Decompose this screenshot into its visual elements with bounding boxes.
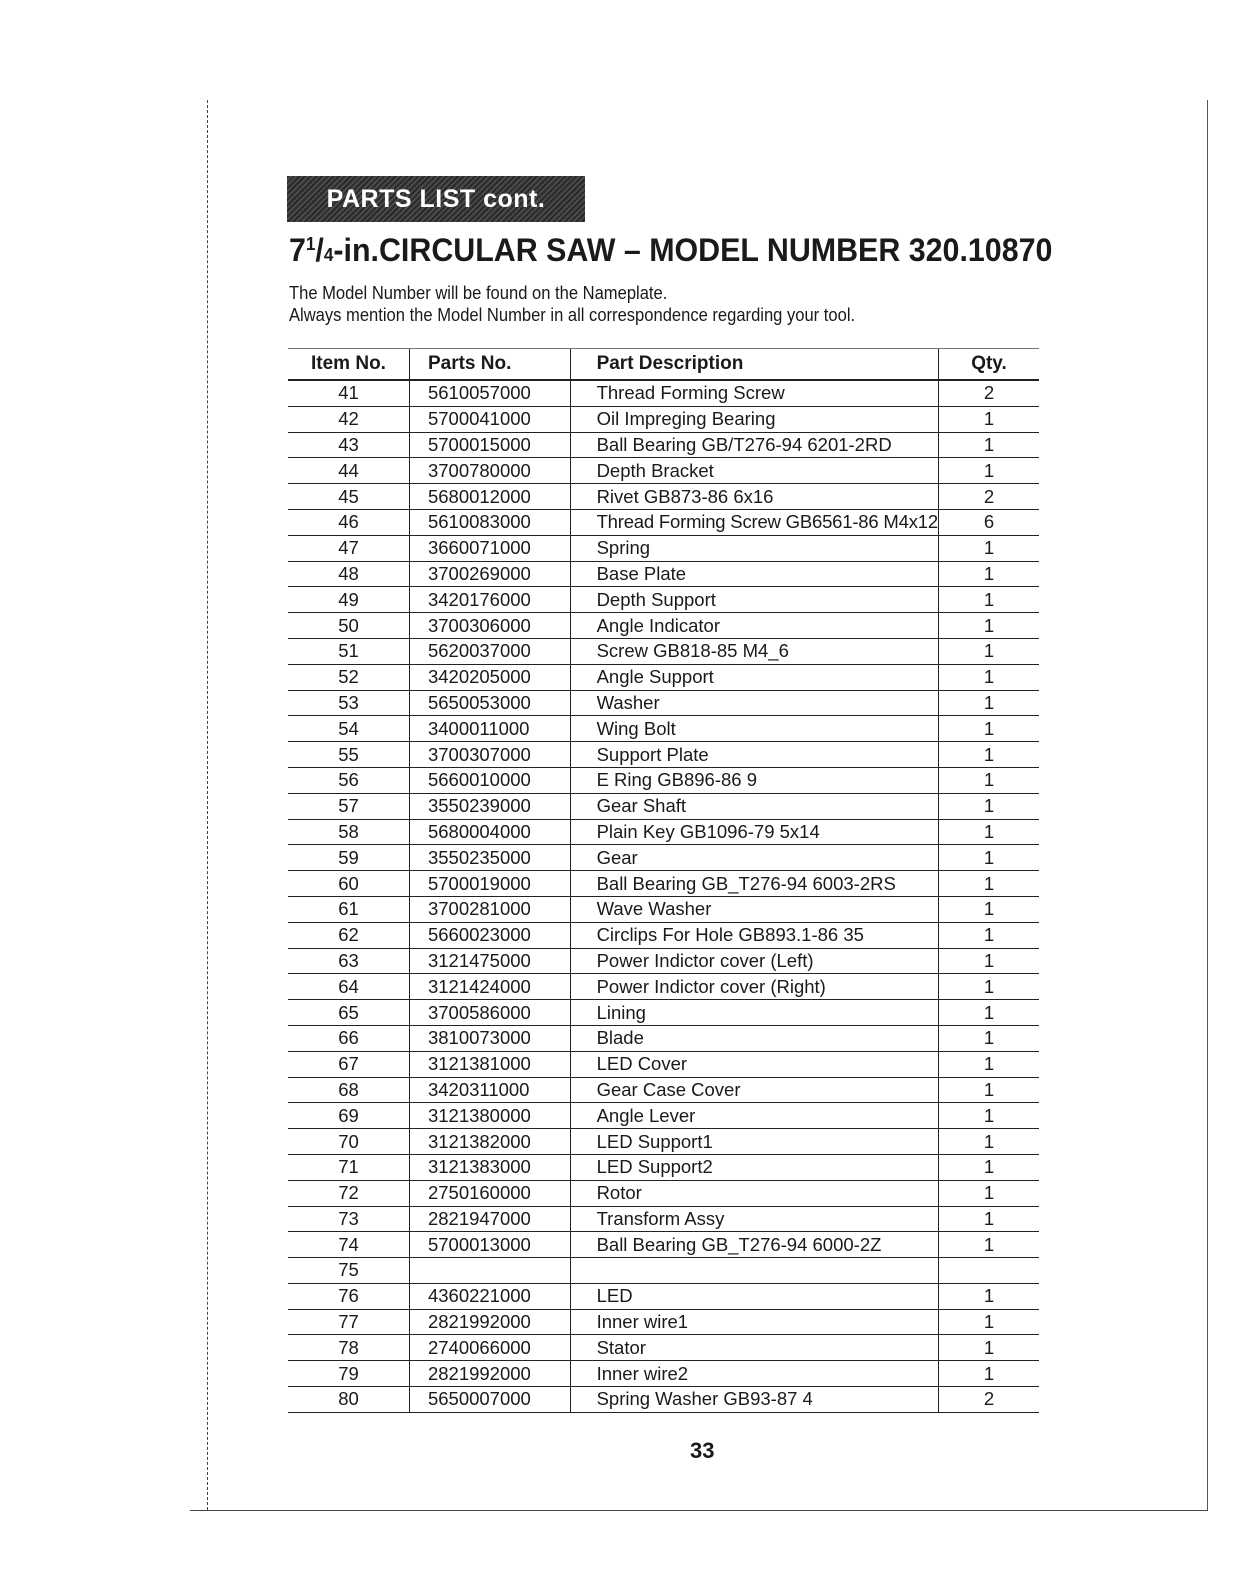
parts-no-cell: 3660071000 <box>409 535 570 561</box>
table-row <box>288 871 1039 897</box>
item-no-cell: 61 <box>288 896 409 922</box>
table-row <box>288 458 1039 484</box>
qty-cell: 1 <box>938 1154 1039 1180</box>
qty-cell: 1 <box>938 1077 1039 1103</box>
parts-no-cell: 2821992000 <box>409 1361 570 1387</box>
parts-no-cell: 3420311000 <box>409 1077 570 1103</box>
qty-cell: 1 <box>938 1129 1039 1155</box>
qty-cell: 6 <box>938 509 1039 535</box>
qty-cell: 1 <box>938 1232 1039 1258</box>
col-header-parts-no: Parts No. <box>409 349 570 381</box>
table-row <box>288 380 1039 406</box>
title-fraction-slash: / <box>315 232 324 268</box>
item-no-cell: 42 <box>288 406 409 432</box>
table-row <box>288 613 1039 639</box>
table-row <box>288 1232 1039 1258</box>
parts-no-cell: 2740066000 <box>409 1335 570 1361</box>
table-row <box>288 1025 1039 1051</box>
parts-no-cell: 3700269000 <box>409 561 570 587</box>
col-header-part-description: Part Description <box>570 349 938 381</box>
item-no-cell: 51 <box>288 638 409 664</box>
qty-cell: 1 <box>938 716 1039 742</box>
part-description-cell: LED <box>570 1283 938 1309</box>
table-row <box>288 1283 1039 1309</box>
qty-cell: 1 <box>938 1025 1039 1051</box>
qty-cell: 2 <box>938 484 1039 510</box>
part-description-cell: Rotor <box>570 1180 938 1206</box>
table-row <box>288 716 1039 742</box>
parts-no-cell: 3700780000 <box>409 458 570 484</box>
parts-no-cell: 5660023000 <box>409 922 570 948</box>
part-description-cell: Depth Bracket <box>570 458 938 484</box>
item-no-cell: 59 <box>288 845 409 871</box>
part-description-cell: Inner wire1 <box>570 1309 938 1335</box>
parts-no-cell: 3121424000 <box>409 974 570 1000</box>
table-row <box>288 561 1039 587</box>
table-row <box>288 1103 1039 1129</box>
part-description-cell: Gear <box>570 845 938 871</box>
parts-no-cell: 3420176000 <box>409 587 570 613</box>
parts-no-cell: 5680004000 <box>409 819 570 845</box>
item-no-cell: 64 <box>288 974 409 1000</box>
qty-cell: 1 <box>938 535 1039 561</box>
qty-cell: 2 <box>938 1387 1039 1413</box>
part-description-cell: Ball Bearing GB_T276-94 6003-2RS <box>570 871 938 897</box>
table-row <box>288 845 1039 871</box>
parts-no-cell: 5700013000 <box>409 1232 570 1258</box>
part-description-cell: Spring <box>570 535 938 561</box>
table-row <box>288 587 1039 613</box>
parts-no-cell: 5620037000 <box>409 638 570 664</box>
part-description-cell: Depth Support <box>570 587 938 613</box>
table-row <box>288 1051 1039 1077</box>
parts-no-cell: 3550239000 <box>409 793 570 819</box>
page-title <box>289 232 1144 269</box>
table-row <box>288 1154 1039 1180</box>
part-description-cell: Base Plate <box>570 561 938 587</box>
item-no-cell: 50 <box>288 613 409 639</box>
qty-cell: 1 <box>938 664 1039 690</box>
table-row <box>288 767 1039 793</box>
table-row <box>288 1000 1039 1026</box>
parts-no-cell: 2750160000 <box>409 1180 570 1206</box>
intro-notes <box>289 282 855 326</box>
qty-cell: 1 <box>938 845 1039 871</box>
item-no-cell: 77 <box>288 1309 409 1335</box>
part-description-cell: Washer <box>570 690 938 716</box>
qty-cell: 1 <box>938 948 1039 974</box>
part-description-cell: Angle Indicator <box>570 613 938 639</box>
part-description-cell: Gear Shaft <box>570 793 938 819</box>
part-description-cell: Stator <box>570 1335 938 1361</box>
item-no-cell: 48 <box>288 561 409 587</box>
item-no-cell: 52 <box>288 664 409 690</box>
qty-cell <box>938 1258 1039 1284</box>
qty-cell: 1 <box>938 638 1039 664</box>
right-margin-rule <box>1207 100 1208 1510</box>
table-row <box>288 432 1039 458</box>
title-whole-number: 7 <box>289 232 306 268</box>
section-badge: PARTS LIST cont. <box>287 176 585 222</box>
item-no-cell: 55 <box>288 742 409 768</box>
left-margin-rule <box>207 100 208 1510</box>
part-description-cell: LED Cover <box>570 1051 938 1077</box>
col-header-item-no: Item No. <box>288 349 409 381</box>
qty-cell: 1 <box>938 767 1039 793</box>
part-description-cell: Blade <box>570 1025 938 1051</box>
parts-no-cell: 3700307000 <box>409 742 570 768</box>
part-description-cell: Plain Key GB1096-79 5x14 <box>570 819 938 845</box>
table-row <box>288 819 1039 845</box>
item-no-cell: 45 <box>288 484 409 510</box>
qty-cell: 1 <box>938 458 1039 484</box>
parts-no-cell: 3550235000 <box>409 845 570 871</box>
parts-no-cell: 5700041000 <box>409 406 570 432</box>
parts-no-cell: 3121381000 <box>409 1051 570 1077</box>
part-description-cell: Screw GB818-85 M4_6 <box>570 638 938 664</box>
table-row <box>288 535 1039 561</box>
page-number: 33 <box>690 1438 715 1463</box>
parts-no-cell: 3121383000 <box>409 1154 570 1180</box>
parts-table <box>288 348 1039 1413</box>
table-row <box>288 948 1039 974</box>
item-no-cell: 53 <box>288 690 409 716</box>
part-description-cell: Rivet GB873-86 6x16 <box>570 484 938 510</box>
item-no-cell: 76 <box>288 1283 409 1309</box>
table-row <box>288 1335 1039 1361</box>
parts-no-cell: 3810073000 <box>409 1025 570 1051</box>
parts-no-cell: 3121475000 <box>409 948 570 974</box>
table-row <box>288 1129 1039 1155</box>
item-no-cell: 58 <box>288 819 409 845</box>
part-description-cell: Lining <box>570 1000 938 1026</box>
qty-cell: 1 <box>938 1206 1039 1232</box>
parts-no-cell: 3121380000 <box>409 1103 570 1129</box>
table-row <box>288 1309 1039 1335</box>
qty-cell: 1 <box>938 587 1039 613</box>
title-text: -in.CIRCULAR SAW – MODEL NUMBER 320.10870 <box>333 232 1053 268</box>
col-header-qty: Qty. <box>938 349 1039 381</box>
table-row <box>288 922 1039 948</box>
table-row <box>288 974 1039 1000</box>
part-description-cell: E Ring GB896-86 9 <box>570 767 938 793</box>
qty-cell: 1 <box>938 793 1039 819</box>
table-row <box>288 1258 1039 1284</box>
qty-cell: 2 <box>938 380 1039 406</box>
qty-cell: 1 <box>938 1361 1039 1387</box>
parts-no-cell: 3400011000 <box>409 716 570 742</box>
parts-no-cell: 3700281000 <box>409 896 570 922</box>
qty-cell: 1 <box>938 974 1039 1000</box>
item-no-cell: 57 <box>288 793 409 819</box>
parts-no-cell: 5680012000 <box>409 484 570 510</box>
part-description-cell: Ball Bearing GB/T276-94 6201-2RD <box>570 432 938 458</box>
parts-table-body <box>288 380 1039 1412</box>
qty-cell: 1 <box>938 896 1039 922</box>
parts-no-cell: 3121382000 <box>409 1129 570 1155</box>
item-no-cell: 73 <box>288 1206 409 1232</box>
title-fraction-denominator: 4 <box>323 245 334 265</box>
part-description-cell: Wing Bolt <box>570 716 938 742</box>
qty-cell: 1 <box>938 819 1039 845</box>
parts-no-cell: 5610083000 <box>409 509 570 535</box>
item-no-cell: 69 <box>288 1103 409 1129</box>
item-no-cell: 67 <box>288 1051 409 1077</box>
parts-no-cell: 2821992000 <box>409 1309 570 1335</box>
parts-no-cell: 5610057000 <box>409 380 570 406</box>
qty-cell: 1 <box>938 690 1039 716</box>
table-row <box>288 742 1039 768</box>
part-description-cell: Thread Forming Screw GB6561-86 M4x12 <box>570 509 938 535</box>
part-description-cell: Support Plate <box>570 742 938 768</box>
item-no-cell: 71 <box>288 1154 409 1180</box>
qty-cell: 1 <box>938 1335 1039 1361</box>
parts-no-cell: 3420205000 <box>409 664 570 690</box>
qty-cell: 1 <box>938 1180 1039 1206</box>
table-row <box>288 484 1039 510</box>
parts-no-cell: 5650007000 <box>409 1387 570 1413</box>
qty-cell: 1 <box>938 613 1039 639</box>
part-description-cell: Thread Forming Screw <box>570 380 938 406</box>
table-row <box>288 1206 1039 1232</box>
item-no-cell: 56 <box>288 767 409 793</box>
item-no-cell: 54 <box>288 716 409 742</box>
qty-cell: 1 <box>938 1309 1039 1335</box>
table-row <box>288 896 1039 922</box>
item-no-cell: 66 <box>288 1025 409 1051</box>
qty-cell: 1 <box>938 432 1039 458</box>
parts-no-cell: 5700019000 <box>409 871 570 897</box>
parts-no-cell: 3700586000 <box>409 1000 570 1026</box>
item-no-cell: 80 <box>288 1387 409 1413</box>
qty-cell: 1 <box>938 1283 1039 1309</box>
part-description-cell: Circlips For Hole GB893.1-86 35 <box>570 922 938 948</box>
table-row <box>288 638 1039 664</box>
table-row <box>288 1361 1039 1387</box>
part-description-cell: LED Support2 <box>570 1154 938 1180</box>
table-row <box>288 1180 1039 1206</box>
table-row <box>288 690 1039 716</box>
qty-cell: 1 <box>938 406 1039 432</box>
part-description-cell: Ball Bearing GB_T276-94 6000-2Z <box>570 1232 938 1258</box>
title-fraction-numerator: 1 <box>305 234 316 254</box>
qty-cell: 1 <box>938 1000 1039 1026</box>
item-no-cell: 79 <box>288 1361 409 1387</box>
part-description-cell: Angle Support <box>570 664 938 690</box>
item-no-cell: 68 <box>288 1077 409 1103</box>
item-no-cell: 60 <box>288 871 409 897</box>
qty-cell: 1 <box>938 1103 1039 1129</box>
item-no-cell: 74 <box>288 1232 409 1258</box>
item-no-cell: 78 <box>288 1335 409 1361</box>
part-description-cell: Spring Washer GB93-87 4 <box>570 1387 938 1413</box>
part-description-cell: Inner wire2 <box>570 1361 938 1387</box>
part-description-cell: Angle Lever <box>570 1103 938 1129</box>
item-no-cell: 46 <box>288 509 409 535</box>
table-header-row <box>288 349 1039 381</box>
item-no-cell: 75 <box>288 1258 409 1284</box>
part-description-cell: Wave Washer <box>570 896 938 922</box>
nameplate-note: The Model Number will be found on the Nameplate. <box>289 283 668 303</box>
item-no-cell: 70 <box>288 1129 409 1155</box>
parts-no-cell: 3700306000 <box>409 613 570 639</box>
parts-no-cell: 5700015000 <box>409 432 570 458</box>
parts-no-cell <box>409 1258 570 1284</box>
item-no-cell: 49 <box>288 587 409 613</box>
table-row <box>288 793 1039 819</box>
table-row <box>288 664 1039 690</box>
part-description-cell: Gear Case Cover <box>570 1077 938 1103</box>
correspondence-note: Always mention the Model Number in all correspondence regarding your tool. <box>289 305 856 325</box>
table-row <box>288 1387 1039 1413</box>
item-no-cell: 65 <box>288 1000 409 1026</box>
table-row <box>288 509 1039 535</box>
qty-cell: 1 <box>938 922 1039 948</box>
qty-cell: 1 <box>938 561 1039 587</box>
item-no-cell: 47 <box>288 535 409 561</box>
qty-cell: 1 <box>938 871 1039 897</box>
part-description-cell: Power Indictor cover (Left) <box>570 948 938 974</box>
item-no-cell: 62 <box>288 922 409 948</box>
part-description-cell: Transform Assy <box>570 1206 938 1232</box>
table-row <box>288 1077 1039 1103</box>
part-description-cell <box>570 1258 938 1284</box>
item-no-cell: 43 <box>288 432 409 458</box>
qty-cell: 1 <box>938 742 1039 768</box>
item-no-cell: 41 <box>288 380 409 406</box>
item-no-cell: 72 <box>288 1180 409 1206</box>
bottom-margin-rule <box>190 1510 1208 1511</box>
item-no-cell: 44 <box>288 458 409 484</box>
qty-cell: 1 <box>938 1051 1039 1077</box>
part-description-cell: LED Support1 <box>570 1129 938 1155</box>
part-description-cell: Oil Impreging Bearing <box>570 406 938 432</box>
parts-no-cell: 5650053000 <box>409 690 570 716</box>
table-row <box>288 406 1039 432</box>
parts-no-cell: 2821947000 <box>409 1206 570 1232</box>
parts-no-cell: 5660010000 <box>409 767 570 793</box>
parts-no-cell: 4360221000 <box>409 1283 570 1309</box>
part-description-cell: Power Indictor cover (Right) <box>570 974 938 1000</box>
item-no-cell: 63 <box>288 948 409 974</box>
